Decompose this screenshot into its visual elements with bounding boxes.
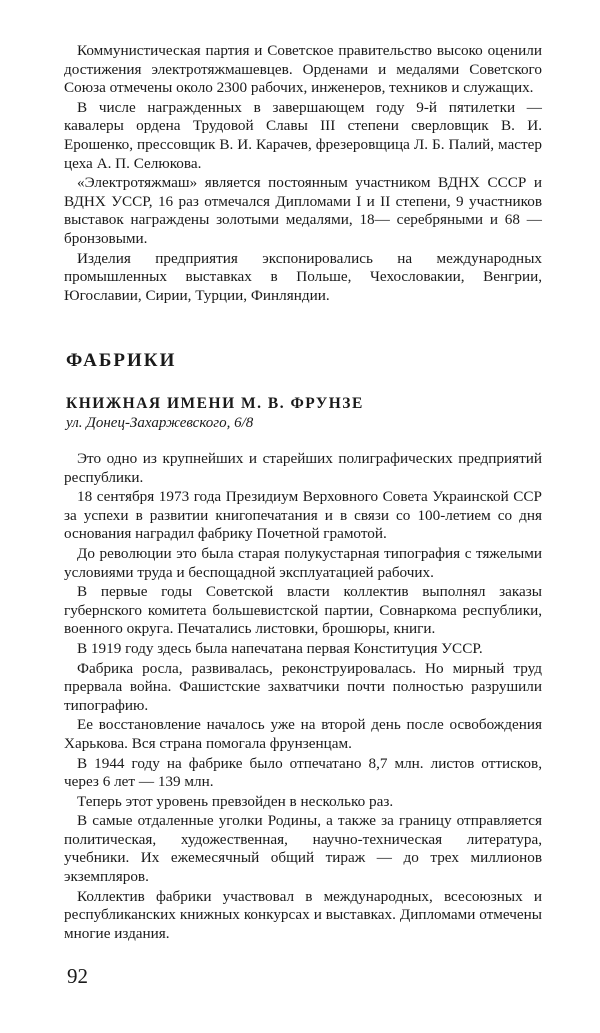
paragraph: «Электротяжмаш» является постоянным участником ВДНХ СССР и ВДНХ УССР, 16 раз отмечался Дипломами I и II степени, 9 участников выставок награждены золотыми медалями, 18— серебряными и 68 — бронзовыми.: [64, 174, 542, 247]
paragraph: 18 сентября 1973 года Президиум Верховного Совета Украинской ССР за успехи в развитии книгопечатания и в связи со 100-летием со дня основания наградил фабрику Почетной грамотой.: [64, 488, 542, 543]
paragraph: В 1944 году на фабрике было отпечатано 8,7 млн. листов оттисков, через 6 лет — 139 млн.: [64, 754, 542, 791]
paragraph: До революции это была старая полукустарная типография с тяжелыми условиями труда и беспощадной эксплуатацией рабочих.: [64, 544, 542, 581]
paragraph: Теперь этот уровень превзойден в несколько раз.: [77, 792, 394, 810]
paragraph: В числе награжденных в завершающем году 9-й пятилетки — кавалеры ордена Трудовой Славы III степени сверловщик В. И. Ерошенко, прессовщик В. И. Карачев, фрезеровщица Л. Б. Палий, мастер цеха А. П. Селюкова.: [64, 98, 542, 172]
address: ул. Донец-Захаржевского, 6/8: [66, 415, 254, 431]
body-text-block: [64, 450, 542, 944]
paragraph: Ее восстановление началось уже на второй день после освобождения Харькова. Вся страна помогала фрунзенцам.: [64, 716, 542, 752]
top-text-block: [64, 42, 542, 306]
paragraph: Фабрика росла, развивалась, реконструировалась. Но мирный труд прервала война. Фашистские захватчики почти полностью разрушили типографию.: [64, 659, 542, 714]
paragraph: В первые годы Советской власти коллектив выполнял заказы губернского комитета большевистской партии, Совнаркома республики, военного округа. Печатались листовки, брошюры, книги.: [64, 583, 542, 638]
section-title: ФАБРИКИ: [66, 350, 177, 371]
article-title: КНИЖНАЯ ИМЕНИ М. В. ФРУНЗЕ: [66, 395, 364, 412]
paragraph: Это одно из крупнейших и старейших полиграфических предприятий республики.: [64, 450, 542, 486]
paragraph: Изделия предприятия экспонировались на международных промышленных выставках в Польше, Чехословакии, Венгрии, Югославии, Сирии, Турции, Финляндии.: [64, 249, 542, 304]
paragraph: Коммунистическая партия и Советское правительство высоко оценили достижения электротяжмашевцев. Орденами и медалями Советского Союза отмечены около 2300 рабочих, инженеров, техников и служащих.: [64, 42, 542, 97]
page-number: 92: [67, 964, 88, 988]
paragraph: В самые отдаленные уголки Родины, а также за границу отправляется политическая, художественная, научно-техническая литература, учебники. Их ежемесячный общий тираж — до трех миллионов экземпляров.: [64, 812, 542, 886]
paragraph: Коллектив фабрики участвовал в международных, всесоюзных и республиканских книжных конкурсах и выставках. Дипломами отмечены многие издания.: [64, 887, 542, 942]
paragraph: В 1919 году здесь была напечатана первая Конституция УССР.: [77, 639, 483, 657]
